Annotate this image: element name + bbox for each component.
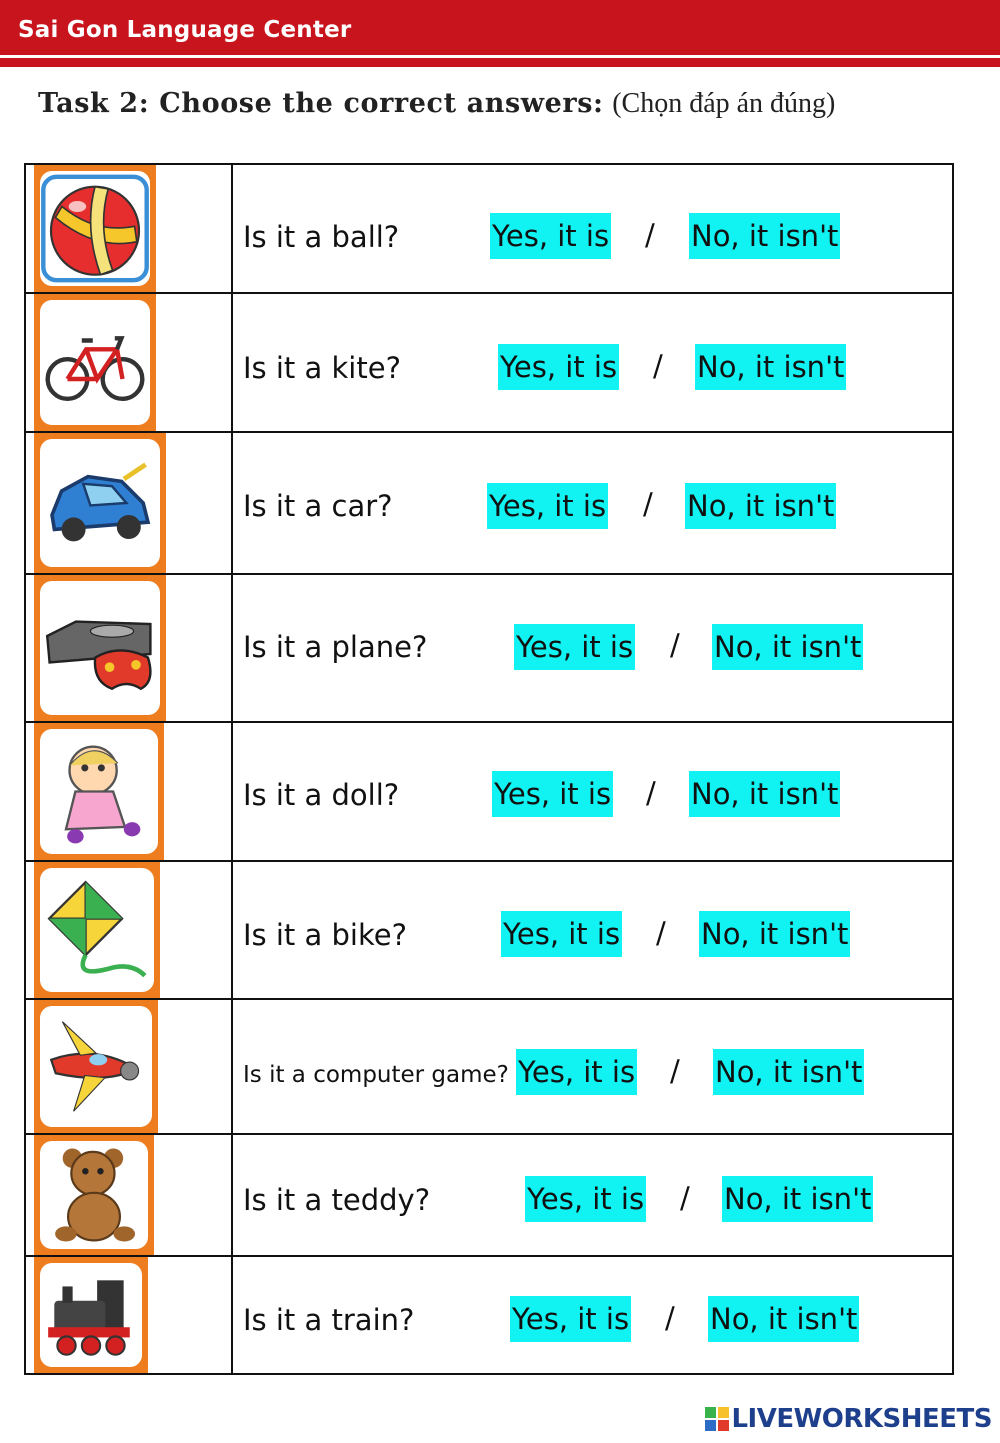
yes-answer-option[interactable]: Yes, it is [516,1049,637,1095]
header-bar [0,0,1000,58]
answer-separator: / [643,487,653,521]
image-cell [26,723,233,860]
bike-icon [40,300,150,425]
game-console-icon [40,581,160,715]
ball-icon [40,171,150,286]
exercise-table [24,163,954,1375]
car-icon [40,439,160,567]
question-text: Is it a bike? [243,918,407,952]
table-row [26,860,952,998]
grid-logo-icon [705,1407,729,1431]
answer-separator: / [653,349,663,383]
yes-answer-option[interactable]: Yes, it is [492,771,613,817]
yes-answer-option[interactable]: Yes, it is [490,213,611,259]
image-cell [26,575,233,721]
no-answer-option[interactable]: No, it isn't [699,911,850,957]
no-answer-option[interactable]: No, it isn't [695,344,846,390]
task-note: (Chọn đáp án đúng) [612,88,836,119]
question-text: Is it a plane? [243,630,428,664]
answer-separator: / [670,628,680,662]
question-text: Is it a ball? [243,220,400,254]
teddy-icon [40,1141,148,1249]
image-cell [26,294,233,431]
no-answer-option[interactable]: No, it isn't [712,624,863,670]
yes-answer-option[interactable]: Yes, it is [510,1296,631,1342]
no-answer-option[interactable]: No, it isn't [713,1049,864,1095]
center-name: Sai Gon Language Center [18,17,352,43]
train-icon [40,1263,142,1367]
yes-answer-option[interactable]: Yes, it is [501,911,622,957]
no-answer-option[interactable]: No, it isn't [689,213,840,259]
table-row [26,1255,952,1373]
no-answer-option[interactable]: No, it isn't [685,483,836,529]
table-row [26,998,952,1133]
table-row [26,721,952,860]
question-text: Is it a train? [243,1303,415,1337]
question-text: Is it a kite? [243,351,401,385]
task-title [38,88,835,120]
table-row [26,1133,952,1255]
plane-icon [40,1006,152,1127]
doll-icon [40,729,158,854]
kite-icon [40,868,154,992]
image-cell [26,165,233,292]
image-cell [26,1257,233,1373]
task-instruction: Task 2: Choose the correct answers: [38,88,604,119]
answer-separator: / [670,1054,680,1088]
answer-separator: / [645,218,655,252]
question-text: Is it a doll? [243,778,400,812]
answer-separator: / [680,1181,690,1215]
image-cell [26,1000,233,1133]
liveworksheets-logo [705,1404,992,1434]
table-row [26,165,952,292]
yes-answer-option[interactable]: Yes, it is [498,344,619,390]
question-text: Is it a computer game? [243,1062,509,1088]
image-cell [26,433,233,573]
no-answer-option[interactable]: No, it isn't [689,771,840,817]
image-cell [26,862,233,998]
yes-answer-option[interactable]: Yes, it is [514,624,635,670]
header-divider [0,58,1000,67]
table-row [26,292,952,431]
no-answer-option[interactable]: No, it isn't [722,1176,873,1222]
brand-name: LIVEWORKSHEETS [731,1404,992,1434]
image-cell [26,1135,233,1255]
question-text: Is it a teddy? [243,1183,431,1217]
answer-separator: / [665,1301,675,1335]
answer-separator: / [656,916,666,950]
table-row [26,573,952,721]
yes-answer-option[interactable]: Yes, it is [487,483,608,529]
question-text: Is it a car? [243,489,393,523]
no-answer-option[interactable]: No, it isn't [708,1296,859,1342]
table-row [26,431,952,573]
answer-separator: / [646,776,656,810]
yes-answer-option[interactable]: Yes, it is [525,1176,646,1222]
